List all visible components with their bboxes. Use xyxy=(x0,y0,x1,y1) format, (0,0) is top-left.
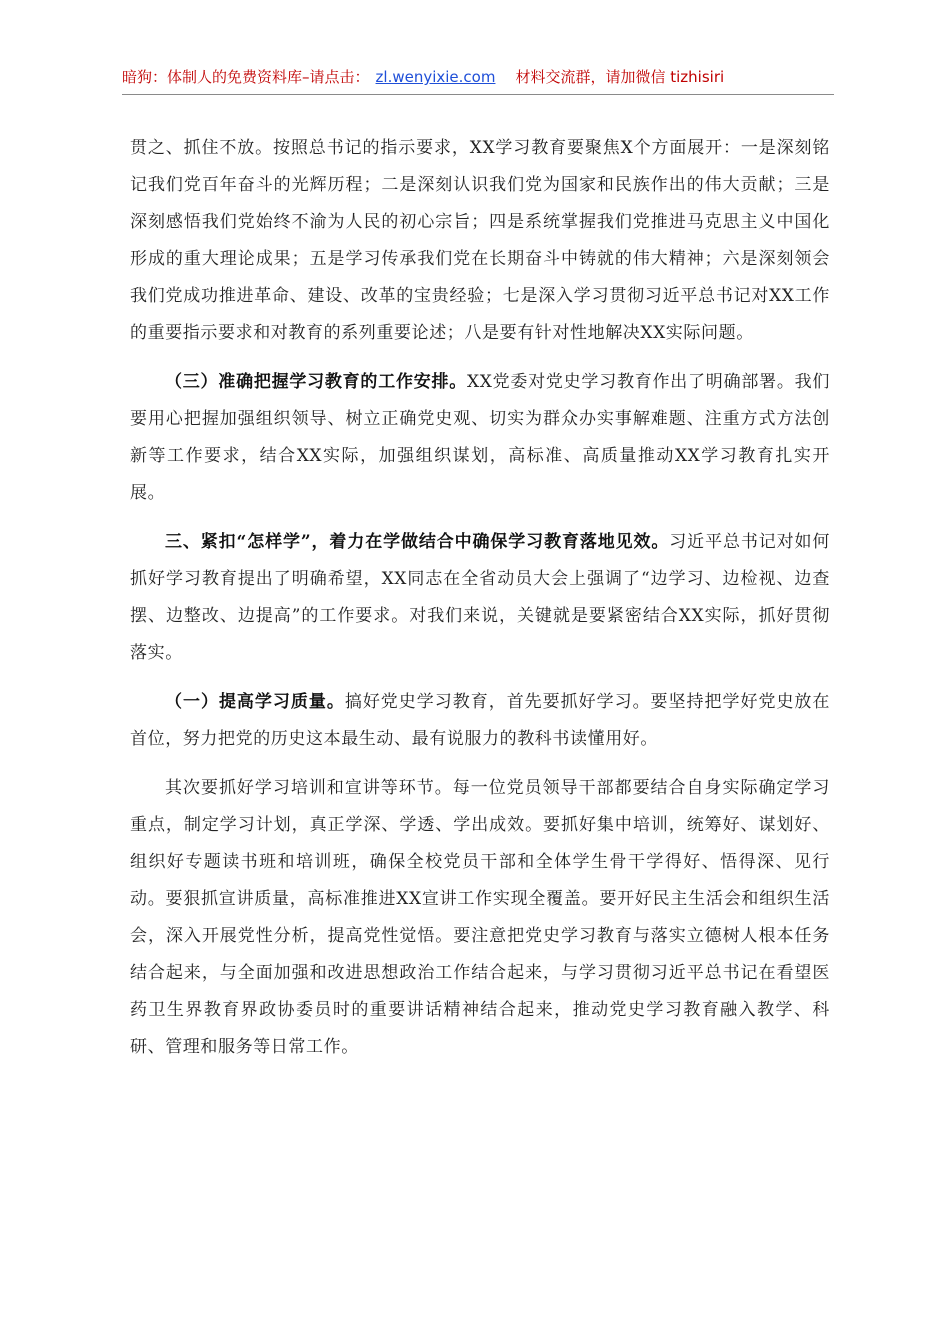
paragraph-text: 搞好党史学习教育，首先要抓好学习。要坚持把学好党史放在首位，努力把党的历史这本最生动、最有说服力的教科书读懂用好。 xyxy=(130,692,831,749)
header-prompt: –请点击： xyxy=(302,68,370,86)
document-body xyxy=(130,130,830,1066)
page-header xyxy=(122,66,834,95)
paragraph-learning-quality xyxy=(130,684,830,758)
paragraph-work-arrangement xyxy=(130,364,830,512)
section-heading-how-to-learn xyxy=(130,524,830,672)
paragraph-text: XX党委对党史学习教育作出了明确部署。我们要用心把握加强组织领导、树立正确党史观、切实为群众办实事解难题、注重方式方法创新等工作要求，结合XX实际，加强组织谋划，高标准、高质量推动XX学习教育扎实开展。 xyxy=(130,372,830,503)
header-link[interactable]: zl.wenyixie.com xyxy=(375,68,496,86)
paragraph-continuation xyxy=(130,130,830,352)
header-contact: 材料交流群，请加微信 tizhisiri xyxy=(515,68,725,86)
paragraph-text: 习近平总书记对如何抓好学习教育提出了明确希望，XX同志在全省动员大会上强调了“边学习、边检视、边查摆、边整改、边提高”的工作要求。对我们来说，关键就是要紧密结合XX实际，抓好贯彻落实。 xyxy=(130,532,830,663)
paragraph-training xyxy=(130,770,830,1066)
paragraph-heading: （一）提高学习质量。 xyxy=(165,692,345,712)
header-brand: 暗狗：体制人的免费资料库 xyxy=(122,68,303,86)
paragraph-text: 贯之、抓住不放。按照总书记的指示要求，XX学习教育要聚焦X个方面展开：一是深刻铭记我们党百年奋斗的光辉历程；二是深刻认识我们党为国家和民族作出的伟大贡献；三是深刻感悟我们党始终不渝为人民的初心宗旨；四是系统掌握我们党推进马克思主义中国化形成的重大理论成果；五是学习传承我们党在长期奋斗中铸就的伟大精神；六是深刻领会我们党成功推进革命、建设、改革的宝贵经验；七是深入学习贯彻习近平总书记对XX工作的重要指示要求和对教育的系列重要论述；八是要有针对性地解决XX实际问题。 xyxy=(130,138,830,343)
paragraph-text: 其次要抓好学习培训和宣讲等环节。每一位党员领导干部都要结合自身实际确定学习重点，制定学习计划，真正学深、学透、学出成效。要抓好集中培训，统筹好、谋划好、组织好专题读书班和培训班，确保全校党员干部和全体学生骨干学得好、悟得深、见行动。要狠抓宣讲质量，高标准推进XX宣讲工作实现全覆盖。要开好民主生活会和组织生活会，深入开展党性分析，提高党性觉悟。要注意把党史学习教育与落实立德树人根本任务结合起来，与全面加强和改进思想政治工作结合起来，与学习贯彻习近平总书记在看望医药卫生界教育界政协委员时的重要讲话精神结合起来，推动党史学习教育融入教学、科研、管理和服务等日常工作。 xyxy=(130,778,830,1057)
paragraph-heading: 三、紧扣“怎样学”，着力在学做结合中确保学习教育落地见效。 xyxy=(165,532,670,552)
paragraph-heading: （三）准确把握学习教育的工作安排。 xyxy=(165,372,468,392)
